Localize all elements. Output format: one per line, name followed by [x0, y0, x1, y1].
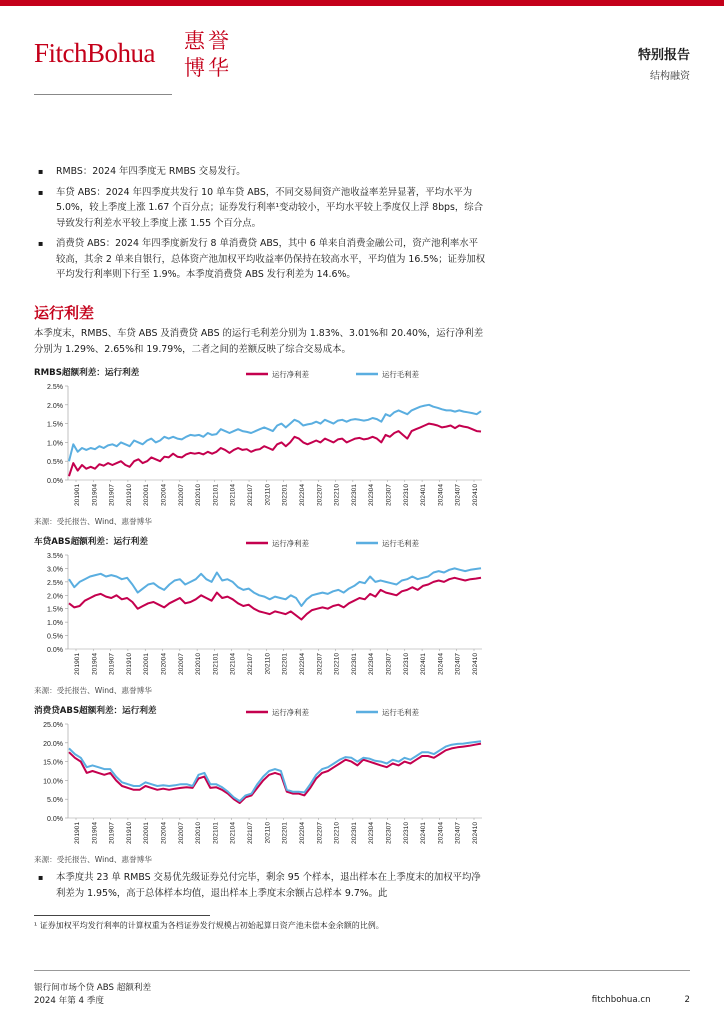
x-tick-label: 202301: [350, 653, 358, 676]
x-tick-label: 202204: [298, 484, 306, 507]
x-tick-label: 202407: [454, 484, 462, 507]
fitchbohua-logo[interactable]: [34, 30, 264, 90]
series-line-net-spread: [69, 424, 481, 477]
x-tick-label: 201901: [74, 822, 81, 845]
y-tick-label: 1.5%: [47, 606, 63, 614]
x-tick-label: 202407: [454, 653, 462, 676]
section-paragraph: 本季度末，RMBS、车贷 ABS 及消费贷 ABS 的运行毛利差分别为 1.83%、3.01%和 20.40%，运行净利差分别为 1.29%、2.65%和 19.79%，二者之间的差额反映了综合交易成本。: [34, 328, 484, 355]
x-tick-label: 202004: [160, 822, 168, 845]
x-tick-label: 202201: [281, 484, 289, 507]
x-tick-label: 202110: [264, 822, 272, 844]
x-tick-label: 202007: [177, 484, 185, 507]
x-tick-label: 202401: [420, 653, 428, 676]
report-header: [638, 44, 690, 82]
x-tick-label: 202410: [472, 484, 479, 507]
bullet-text: 本季度共 23 单 RMBS 交易优先级证券兑付完毕，剩余 95 个样本，退出样本在上季度末的加权平均净利差为 1.95%，高于总体样本均值，退出样本上季度末余额占总样本 9.7%。此: [56, 872, 481, 899]
x-tick-label: 202101: [212, 822, 220, 845]
footer-site-link[interactable]: fitchbohua.cn: [591, 995, 651, 1005]
bullet-auto-abs: [38, 185, 486, 232]
chart-source: 来源：受托报告、Wind、惠誉博华: [34, 855, 152, 864]
y-tick-label: 10.0%: [43, 778, 63, 786]
x-tick-label: 202310: [402, 822, 410, 845]
y-tick-label: 25.0%: [43, 722, 63, 729]
y-tick-label: 1.0%: [47, 440, 63, 448]
y-tick-label: 2.5%: [47, 384, 63, 391]
x-tick-label: 202007: [177, 653, 185, 676]
chart-rmbs: [34, 366, 486, 526]
x-tick-label: 202310: [402, 653, 410, 676]
x-tick-label: 202201: [281, 653, 289, 676]
top-brand-bar: [0, 0, 724, 6]
bullet-mark: ▪: [38, 187, 44, 197]
x-tick-label: 202107: [247, 484, 255, 507]
y-tick-label: 0.5%: [47, 459, 63, 467]
logo-wordmark: FitchBohua: [34, 38, 155, 68]
footer-report-title: 银行间市场个贷 ABS 超额利差: [34, 983, 152, 993]
x-tick-label: 202204: [298, 822, 306, 845]
x-tick-label: 202101: [212, 484, 220, 507]
legend-label: 运行净利差: [272, 539, 309, 548]
x-tick-label: 201904: [91, 484, 99, 507]
y-tick-label: 5.0%: [47, 797, 63, 805]
y-tick-label: 1.5%: [47, 421, 63, 429]
x-tick-label: 202410: [472, 822, 479, 845]
logo-chinese-seal: 惠誉博华: [184, 29, 232, 80]
report-subtitle: 结构融资: [650, 71, 690, 82]
x-tick-label: 202204: [298, 653, 306, 676]
x-tick-label: 202004: [160, 484, 168, 507]
x-tick-label: 201904: [91, 653, 99, 676]
x-tick-label: 201910: [125, 484, 133, 507]
x-tick-label: 201904: [91, 822, 99, 845]
footnote: ¹ 证券加权平均发行利率的计算权重为各档证券发行规模占初始起算日资产池未偿本金余额的比例。: [34, 921, 384, 930]
y-tick-label: 0.0%: [47, 816, 63, 823]
x-tick-label: 202410: [472, 653, 479, 676]
legend-label: 运行毛利差: [382, 708, 419, 717]
x-tick-label: 202107: [247, 822, 255, 845]
x-tick-label: 202104: [229, 822, 237, 845]
x-tick-label: 202407: [454, 822, 462, 845]
y-tick-label: 0.0%: [47, 478, 63, 485]
chart-title: 消费贷ABS超额利差：运行利差: [34, 706, 157, 716]
x-tick-label: 202307: [385, 653, 393, 676]
x-tick-label: 202201: [281, 822, 289, 845]
footer-divider: [34, 970, 690, 971]
x-tick-label: 202110: [264, 653, 272, 675]
bullet-mark: ▪: [38, 239, 44, 248]
x-tick-label: 202404: [437, 653, 445, 676]
x-tick-label: 202007: [177, 822, 185, 845]
section-title: 运行利差: [34, 304, 95, 322]
x-tick-label: 202104: [229, 653, 237, 676]
footnote-divider: [34, 915, 210, 916]
bullet-text: RMBS：2024 年四季度无 RMBS 交易发行。: [56, 166, 246, 177]
x-tick-label: 202010: [195, 822, 203, 845]
x-tick-label: 202301: [350, 822, 358, 845]
x-tick-label: 202307: [385, 822, 393, 845]
x-tick-label: 202304: [368, 653, 376, 676]
series-line-gross-spread: [69, 741, 481, 801]
y-tick-label: 0.0%: [47, 647, 63, 654]
bullet-mark: ▪: [38, 167, 44, 176]
bullet-rmbs: [38, 164, 486, 180]
y-tick-label: 0.5%: [47, 633, 63, 641]
chart-title: 车贷ABS超额利差：运行利差: [34, 537, 148, 547]
x-tick-label: 201901: [74, 484, 81, 507]
x-tick-label: 202001: [143, 484, 151, 507]
report-type: 特别报告: [637, 48, 690, 63]
bullet-list: [38, 164, 486, 288]
series-line-net-spread: [69, 744, 481, 803]
bullet-mark: ▪: [38, 873, 44, 882]
bullet-consumer-abs: [38, 236, 486, 283]
x-tick-label: 202001: [143, 653, 151, 676]
bullet-rmbs-exits: [38, 870, 486, 901]
chart-rmbs-svg: [34, 366, 486, 514]
x-tick-label: 201910: [125, 653, 133, 676]
legend-label: 运行净利差: [272, 370, 309, 379]
page-number: 2: [684, 995, 690, 1005]
y-tick-label: 2.0%: [47, 593, 63, 601]
y-tick-label: 20.0%: [43, 740, 63, 748]
x-tick-label: 202301: [350, 484, 358, 507]
bullet-text: 车贷 ABS：2024 年四季度共发行 10 单车贷 ABS，不同交易间资产池收益率差异显著，平均水平为 5.0%，较上季度上涨 1.67 个百分点；证券发行利率¹变动较小，平均水平较上季度仅上浮 8bps，综合导致发行利差水平较上季度上涨 1.55 个百分点。: [56, 186, 484, 229]
x-tick-label: 202004: [160, 653, 168, 676]
x-tick-label: 202404: [437, 484, 445, 507]
x-tick-label: 202401: [420, 484, 428, 507]
x-tick-label: 202010: [195, 484, 203, 507]
x-tick-label: 202310: [402, 484, 410, 507]
footer-report-info: [34, 982, 151, 1008]
x-tick-label: 202101: [212, 653, 220, 676]
x-tick-label: 201901: [74, 653, 81, 676]
chart-consumer-abs: [34, 704, 486, 864]
chart-source: 来源：受托报告、Wind、惠誉博华: [34, 686, 152, 695]
chart-title: RMBS超额利差：运行利差: [34, 368, 140, 378]
y-tick-label: 2.5%: [47, 579, 63, 587]
x-tick-label: 202210: [333, 484, 341, 507]
chart-auto-abs: [34, 535, 486, 695]
y-tick-label: 15.0%: [43, 759, 63, 767]
x-tick-label: 202210: [333, 653, 341, 676]
x-tick-label: 202001: [143, 822, 151, 845]
x-tick-label: 202107: [247, 653, 255, 676]
x-tick-label: 202307: [385, 484, 393, 507]
legend-label: 运行净利差: [272, 708, 309, 717]
y-tick-label: 1.0%: [47, 620, 63, 628]
y-tick-label: 3.5%: [47, 553, 63, 560]
x-tick-label: 202207: [316, 653, 324, 676]
x-tick-label: 202104: [229, 484, 237, 507]
x-tick-label: 202110: [264, 484, 272, 506]
bullet-text: 消费贷 ABS：2024 年四季度新发行 8 单消费贷 ABS，其中 6 单来自消费金融公司，资产池利率水平较高，其余 2 单来自银行，总体资产池加权平均收益率仍保持在较高水平，平均值为 16.5%；证券加权平均发行利率则下行至 1.9%。本季度消费贷 ABS 发行利差为 14.6%。: [56, 238, 486, 280]
x-tick-label: 202401: [420, 822, 428, 845]
y-tick-label: 2.0%: [47, 402, 63, 410]
footer-right: [558, 995, 690, 1005]
x-tick-label: 201907: [108, 484, 116, 507]
x-tick-label: 202210: [333, 822, 341, 845]
header-divider: [34, 94, 172, 95]
x-tick-label: 201907: [108, 653, 116, 676]
y-tick-label: 3.0%: [47, 566, 63, 574]
x-tick-label: 202404: [437, 822, 445, 845]
chart-consumer-abs-svg: [34, 704, 486, 852]
x-tick-label: 201910: [125, 822, 133, 845]
chart-source: 来源：受托报告、Wind、惠誉博华: [34, 517, 152, 526]
legend-label: 运行毛利差: [382, 539, 419, 548]
x-tick-label: 201907: [108, 822, 116, 845]
legend-label: 运行毛利差: [382, 370, 419, 379]
x-tick-label: 202207: [316, 484, 324, 507]
x-tick-label: 202010: [195, 653, 203, 676]
series-line-gross-spread: [69, 405, 481, 461]
chart-auto-abs-svg: [34, 535, 486, 683]
x-tick-label: 202304: [368, 822, 376, 845]
x-tick-label: 202304: [368, 484, 376, 507]
x-tick-label: 202207: [316, 822, 324, 845]
footer-report-period: 2024 年第 4 季度: [34, 996, 104, 1006]
